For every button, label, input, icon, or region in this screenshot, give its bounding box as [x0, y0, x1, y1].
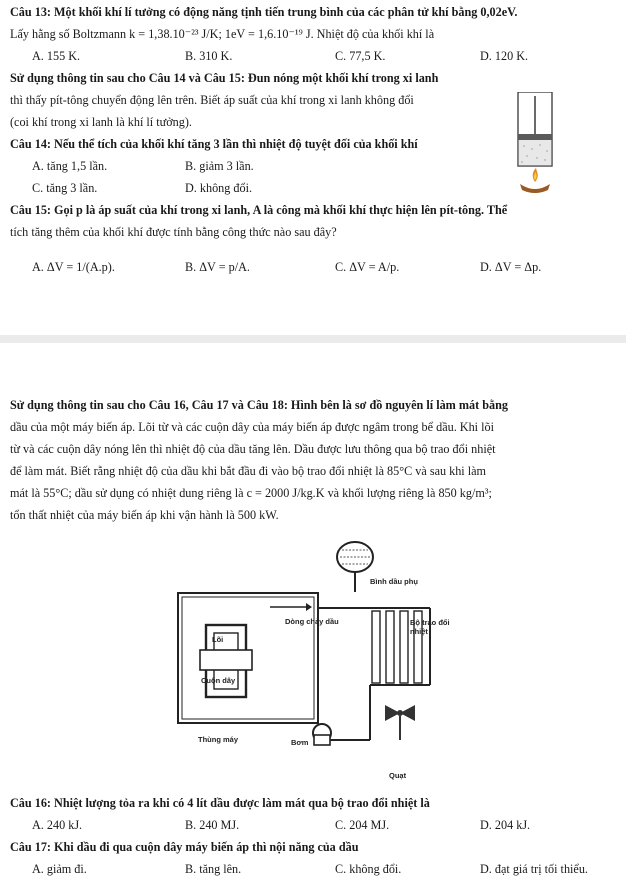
- label-pump: Bơm: [291, 738, 309, 747]
- label-core: Lõi: [212, 635, 224, 644]
- label-fan: Quạt: [389, 771, 407, 780]
- q16-option-b: B. 240 MJ.: [185, 818, 240, 832]
- q15-option-a: A. ΔV = 1/(A.p).: [32, 260, 115, 274]
- q13-option-d: D. 120 K.: [480, 49, 529, 63]
- intro-14-15-line1: Sử dụng thông tin sau cho Câu 14 và Câu 15: Đun nóng một khối khí trong xi lanh: [10, 71, 439, 85]
- page-separator: [0, 335, 626, 343]
- intro-14-15-line3: (coi khí trong xi lanh là khí lí tưởng).: [10, 115, 192, 129]
- q14-option-d: D. không đổi.: [185, 181, 253, 195]
- q13-option-b: B. 310 K.: [185, 49, 233, 63]
- q13-stem: Câu 13: Một khối khí lí tưởng có động năng tịnh tiến trung bình của các phân tử khí bằng 0,02eV.: [10, 5, 518, 19]
- q15-option-c: C. ΔV = A/p.: [335, 260, 400, 274]
- piston: [518, 134, 552, 140]
- q15-line1: Câu 15: Gọi p là áp suất của khí trong xi lanh, A là công mà khối khí thực hiện lên pít-tông. Thể: [10, 203, 508, 217]
- intro-16-18-line3: từ và các cuộn dây nóng lên thì nhiệt độ của dầu tăng lên. Dầu được lưu thông qua bộ trao đổi nhiệt: [10, 442, 496, 456]
- burner-icon: [520, 184, 550, 193]
- q17-option-c: C. không đổi.: [335, 862, 402, 876]
- q17-option-b: B. tăng lên.: [185, 862, 242, 876]
- gas-region: [519, 140, 552, 165]
- q14-option-a: A. tăng 1,5 lần.: [32, 159, 108, 173]
- q17-option-a: A. giảm đi.: [32, 862, 87, 876]
- intro-14-15-line2: thì thấy pít-tông chuyển động lên trên. Biết áp suất của khí trong xi lanh không đổi: [10, 93, 414, 107]
- intro-16-18-line6: tổn thất nhiệt của máy biến áp khi vận hành là 500 kW.: [10, 508, 279, 522]
- coil: [200, 650, 252, 670]
- q16-option-c: C. 204 MJ.: [335, 818, 390, 832]
- cylinder-piston-figure: [506, 92, 566, 198]
- q17-stem: Câu 17: Khi dầu đi qua cuộn dây máy biến áp thì nội năng của dầu: [10, 840, 359, 854]
- q15-option-d: D. ΔV = Δp.: [480, 260, 542, 274]
- label-heat-exchanger: Bộ trao đổi nhiệt: [410, 618, 450, 636]
- q13-option-a: A. 155 K.: [32, 49, 81, 63]
- label-casing: Thùng máy: [198, 735, 239, 744]
- intro-16-18-line1: Sử dụng thông tin sau cho Câu 16, Câu 17 và Câu 18: Hình bên là sơ đồ nguyên lí làm mát bằng: [10, 398, 508, 412]
- q15-line2: tích tăng thêm của khối khí được tính bằng công thức nào sau đây?: [10, 225, 337, 239]
- intro-16-18-line2: dầu của một máy biến áp. Lõi từ và các cuộn dây của máy biến áp được ngâm trong bể dầu. Khi lõi: [10, 420, 494, 434]
- q14-stem: Câu 14: Nếu thể tích của khối khí tăng 3 lần thì nhiệt độ tuyệt đối của khối khí: [10, 137, 418, 151]
- label-oil-flow: Dòng chảy dầu: [285, 617, 339, 626]
- q14-option-c: C. tăng 3 lần.: [32, 181, 98, 195]
- q13-option-c: C. 77,5 K.: [335, 49, 386, 63]
- label-coil: Cuộn dây: [201, 676, 236, 685]
- q17-option-d: D. đạt giá trị tối thiểu.: [480, 862, 588, 876]
- q14-option-b: B. giảm 3 lần.: [185, 159, 254, 173]
- q16-option-d: D. 204 kJ.: [480, 818, 531, 832]
- label-auxiliary-tank: Bình dầu phụ: [370, 577, 418, 586]
- q15-option-b: B. ΔV = p/A.: [185, 260, 250, 274]
- q16-option-a: A. 240 kJ.: [32, 818, 83, 832]
- intro-16-18-line5: mát là 55°C; dầu sử dụng có nhiệt dung riêng là c = 2000 J/kg.K và khối lượng riêng là 850 kg/m³;: [10, 486, 492, 500]
- q13-line2: Lấy hằng số Boltzmann k = 1,38.10⁻²³ J/K; 1eV = 1,6.10⁻¹⁹ J. Nhiệt độ của khối khí là: [10, 27, 435, 41]
- exchanger-tube: [372, 611, 380, 683]
- intro-16-18-line4: để làm mát. Biết rằng nhiệt độ của dầu khi bắt đầu đi vào bộ trao đổi nhiệt là 85°C và sau khi làm: [10, 464, 487, 478]
- q16-stem: Câu 16: Nhiệt lượng tỏa ra khi có 4 lít dầu được làm mát qua bộ trao đổi nhiệt là: [10, 796, 430, 810]
